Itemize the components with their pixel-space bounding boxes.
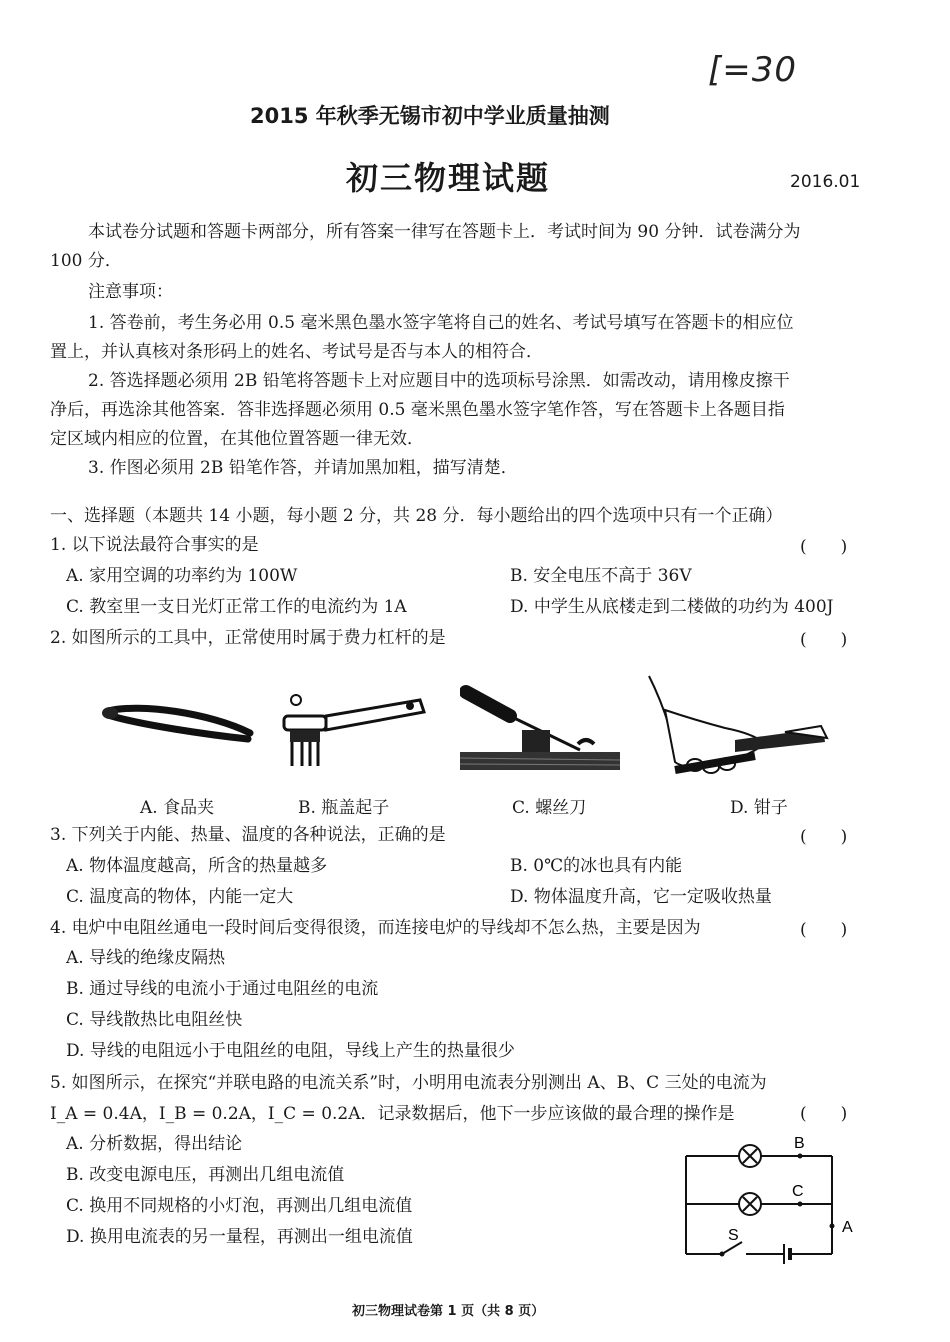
q1-answer-paren: ( ): [800, 537, 848, 557]
q1-option-d: D. 中学生从底楼走到二楼做的功约为 400J: [510, 597, 834, 617]
page-footer: 初三物理试卷第 1 页（共 8 页）: [352, 1304, 545, 1319]
food-tongs-image: [100, 695, 255, 755]
q4-option-c: C. 导线散热比电阻丝快: [66, 1010, 243, 1030]
section-heading: 一、选择题（本题共 14 小题，每小题 2 分，共 28 分．每小题给出的四个选项中只有一个正确）: [50, 506, 783, 526]
exam-name: 2015 年秋季无锡市初中学业质量抽测: [250, 104, 610, 128]
q3-option-b: B. 0℃的冰也具有内能: [510, 856, 683, 876]
note-1a: 1. 答卷前，考生务必用 0.5 毫米黑色墨水签字笔将自己的姓名、考试号填写在答题卡的相应位: [88, 313, 794, 333]
q4-option-b: B. 通过导线的电流小于通过电阻丝的电流: [66, 979, 379, 999]
note-3: 3. 作图必须用 2B 铅笔作答，并请加黑加粗，描写清楚．: [88, 458, 518, 478]
q4-answer-paren: ( ): [800, 920, 848, 940]
q2-caption-b: B. 瓶盖起子: [298, 798, 390, 818]
q3-option-c: C. 温度高的物体，内能一定大: [66, 887, 294, 907]
q1-stem: 1. 以下说法最符合事实的是: [50, 535, 259, 555]
q5-option-a: A. 分析数据，得出结论: [66, 1134, 243, 1154]
q2-stem: 2. 如图所示的工具中，正常使用时属于费力杠杆的是: [50, 628, 446, 648]
q5-option-c: C. 换用不同规格的小灯泡，再测出几组电流值: [66, 1196, 413, 1216]
page-title: 初三物理试题: [346, 159, 551, 197]
point-b-label: B: [794, 1135, 805, 1152]
q1-option-c: C. 教室里一支日光灯正常工作的电流约为 1A: [66, 597, 407, 617]
note-2a: 2. 答选择题必须用 2B 铅笔将答题卡上对应题目中的选项标号涂黑．如需改动，请用橡皮擦干: [88, 371, 790, 391]
q5-values-line: I_A = 0.4A，I_B = 0.2A，I_C = 0.2A．记录数据后，他下一步应该做的最合理的操作是: [50, 1104, 735, 1124]
pliers-image: [645, 670, 830, 785]
q3-answer-paren: ( ): [800, 827, 848, 847]
q2-answer-paren: ( ): [800, 630, 848, 650]
q2-caption-d: D. 钳子: [730, 798, 788, 818]
point-c-label: C: [792, 1183, 804, 1200]
exam-date: 2016.01: [790, 172, 861, 192]
q3-stem: 3. 下列关于内能、热量、温度的各种说法，正确的是: [50, 825, 446, 845]
q5-stem: 5. 如图所示，在探究“并联电路的电流关系”时，小明用电流表分别测出 A、B、C 三处的电流为: [50, 1073, 767, 1093]
note-2c: 定区域内相应的位置，在其他位置答题一律无效．: [50, 429, 424, 449]
notice-heading: 注意事项：: [88, 282, 173, 302]
q5-answer-paren: ( ): [800, 1104, 848, 1124]
bottle-opener-image: [280, 690, 430, 770]
point-a-label: A: [842, 1219, 853, 1236]
q3-option-d: D. 物体温度升高，它一定吸收热量: [510, 887, 772, 907]
q1-option-a: A. 家用空调的功率约为 100W: [66, 566, 298, 586]
q2-caption-a: A. 食品夹: [140, 798, 215, 818]
q4-option-a: A. 导线的绝缘皮隔热: [66, 948, 226, 968]
handwritten-note: [=30: [708, 50, 798, 90]
switch-s-label: S: [728, 1227, 739, 1244]
intro-line-2: 100 分．: [50, 251, 122, 271]
q5-option-d: D. 换用电流表的另一量程，再测出一组电流值: [66, 1227, 413, 1247]
q5-option-b: B. 改变电源电压，再测出几组电流值: [66, 1165, 345, 1185]
q2-caption-c: C. 螺丝刀: [512, 798, 587, 818]
note-1b: 置上，并认真核对条形码上的姓名、考试号是否与本人的相符合．: [50, 342, 543, 362]
q4-option-d: D. 导线的电阻远小于电阻丝的电阻，导线上产生的热量很少: [66, 1041, 515, 1061]
q3-option-a: A. 物体温度越高，所含的热量越多: [66, 856, 328, 876]
parallel-circuit-diagram: [670, 1130, 870, 1265]
note-2b: 净后，再选涂其他答案．答非选择题必须用 0.5 毫米黑色墨水签字笔作答，写在答题卡上各题目指: [50, 400, 785, 420]
q4-stem: 4. 电炉中电阻丝通电一段时间后变得很烫，而连接电炉的导线却不怎么热，主要是因为: [50, 918, 701, 938]
intro-line-1: 本试卷分试题和答题卡两部分，所有答案一律写在答题卡上．考试时间为 90 分钟．试卷满分为: [88, 222, 801, 242]
q1-option-b: B. 安全电压不高于 36V: [510, 566, 692, 586]
screwdriver-image: [460, 680, 620, 770]
